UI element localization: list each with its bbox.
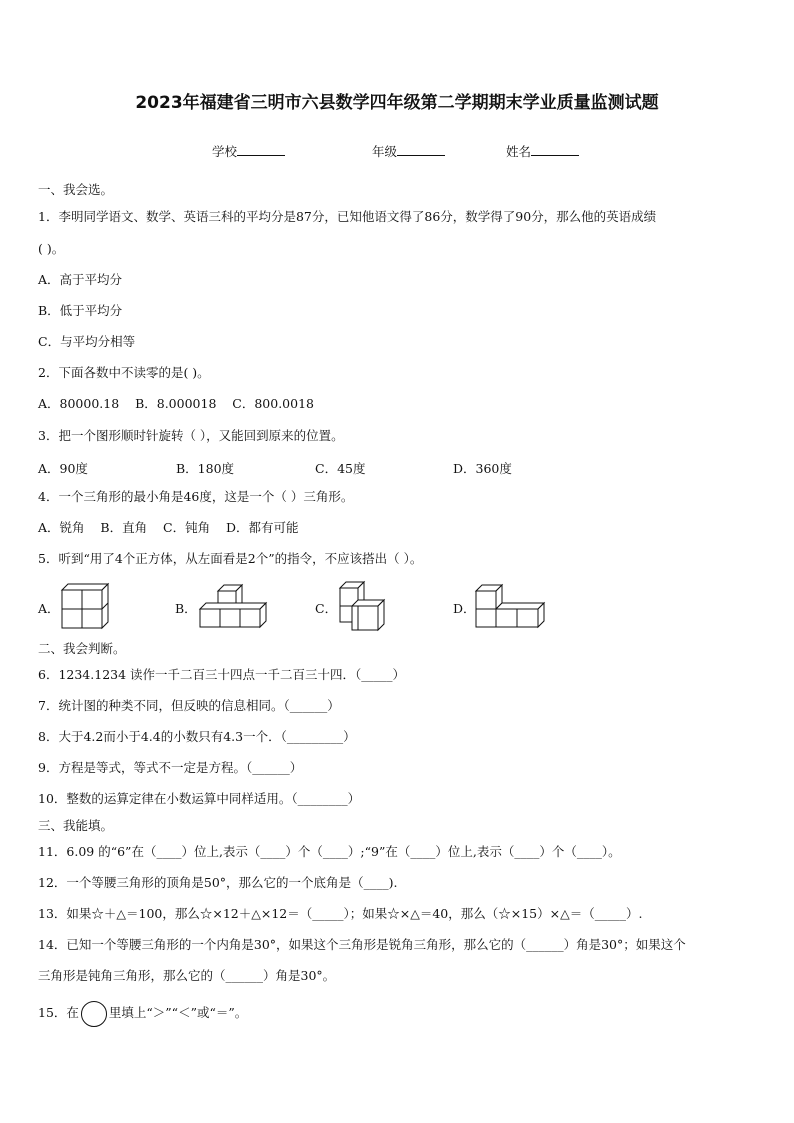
question-11: 11．6.09 的“6”在（____）位上,表示（____）个（____）;“9”在（____）位上,表示（____）个（____）。 — [38, 844, 621, 859]
question-12: 12．一个等腰三角形的顶角是50°，那么它的一个底角是（____). — [38, 875, 398, 890]
option-b: B． — [175, 601, 197, 616]
section-heading: 一、我会选。 — [38, 182, 114, 197]
question-1-answer: ( )。 — [38, 241, 65, 256]
option-c: C． — [315, 601, 338, 616]
question-7: 7．统计图的种类不同，但反映的信息相同。（______） — [38, 698, 340, 713]
option-d: D． — [453, 601, 476, 616]
question-5: 5．听到“用了4个正方体，从左面看是2个”的指令，不应该搭出（ ）。 — [38, 551, 423, 566]
name-field — [506, 142, 579, 160]
grade-blank[interactable] — [397, 143, 445, 156]
section-heading: 三、我能填。 — [38, 818, 114, 833]
question-13: 13．如果☆＋△＝100，那么☆×12＋△×12＝（_____）；如果☆×△＝40，那么（☆×15）×△＝（_____）. — [38, 906, 643, 921]
question-6: 6．1234.1234 读作一千二百三十四点一千二百三十四．（_____） — [38, 667, 406, 682]
question-14-continued: 三角形是钝角三角形，那么它的（______）角是30°。 — [38, 968, 336, 983]
cube-figure-d — [474, 583, 546, 631]
answer-circle[interactable] — [81, 1001, 107, 1027]
question-9: 9．方程是等式，等式不一定是方程。（______） — [38, 760, 303, 775]
question-4-options: A．锐角 B．直角 C．钝角 D．都有可能 — [38, 520, 299, 535]
name-blank[interactable] — [531, 143, 579, 156]
option-a: A．90度 — [38, 461, 88, 476]
question-15 — [38, 1000, 247, 1027]
cube-figure-b — [198, 583, 268, 631]
school-field — [212, 142, 285, 160]
option-d: D．360度 — [453, 461, 512, 476]
grade-field — [372, 142, 445, 160]
question-3: 3．把一个图形顺时针旋转（ ），又能回到原来的位置。 — [38, 428, 344, 443]
name-label: 姓名 — [506, 144, 532, 159]
section-heading: 二、我会判断。 — [38, 641, 126, 656]
question-2: 2．下面各数中不读零的是( )。 — [38, 365, 210, 380]
question-10: 10．整数的运算定律在小数运算中同样适用。（________） — [38, 791, 361, 806]
question-15-prefix: 15．在 — [38, 1005, 79, 1020]
question-2-options: A．80000.18 B．8.000018 C．800.0018 — [38, 396, 314, 411]
school-blank[interactable] — [237, 143, 285, 156]
option-c: C．与平均分相等 — [38, 334, 136, 349]
question-14: 14．已知一个等腰三角形的一个内角是30°，如果这个三角形是锐角三角形，那么它的（______）角是30°；如果这个 — [38, 937, 686, 952]
question-4: 4．一个三角形的最小角是46度，这是一个（ ）三角形。 — [38, 489, 354, 504]
option-a: A．高于平均分 — [38, 272, 123, 287]
cube-figure-a — [60, 580, 110, 630]
school-label: 学校 — [212, 144, 238, 159]
option-b: B．180度 — [176, 461, 235, 476]
question-8: 8．大于4.2而小于4.4的小数只有4.3一个．（_________） — [38, 729, 356, 744]
option-c: C．45度 — [315, 461, 366, 476]
question-1: 1．李明同学语文、数学、英语三科的平均分是87分，已知他语文得了86分，数学得了90分，那么他的英语成绩 — [38, 209, 657, 224]
question-15-suffix: 里填上“＞”“＜”或“＝”。 — [108, 1005, 248, 1020]
page-title: 2023年福建省三明市六县数学四年级第二学期期末学业质量监测试题 — [135, 93, 659, 113]
grade-label: 年级 — [372, 144, 398, 159]
option-b: B．低于平均分 — [38, 303, 123, 318]
cube-figure-c — [336, 578, 388, 634]
option-a: A． — [38, 601, 60, 616]
